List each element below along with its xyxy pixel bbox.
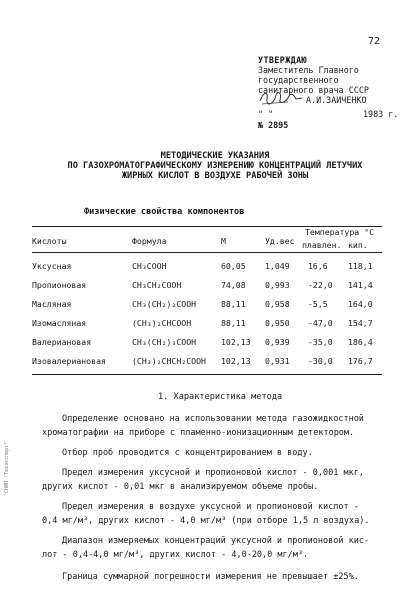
paragraph-line: хроматографии на приборе с пламенно-ионизационным детектором. — [42, 428, 355, 438]
paragraph-line: Предел измерения уксусной и пропионовой кислот - 0,001 мкг, — [62, 468, 364, 478]
cell-melting: -47,0 — [308, 318, 333, 328]
cell-acid: Изовалериановая — [32, 356, 106, 366]
col-header-melting: плавлен. — [302, 240, 342, 250]
cell-m: 88,11 — [221, 299, 246, 309]
approval-line: государственного — [258, 75, 339, 85]
col-header-density: Уд.вес — [265, 236, 295, 246]
paragraph-line: Диапазон измеряемых концентраций уксусной и пропионовой кис- — [62, 536, 370, 546]
col-header-boiling: кип. — [348, 240, 368, 250]
side-watermark: "СНИП "Техэксперт" — [4, 441, 10, 496]
cell-acid: Изомасляная — [32, 318, 87, 328]
cell-boiling: 154,7 — [348, 318, 373, 328]
table-rule-bottom — [32, 374, 382, 375]
paragraph-line: Граница суммарной погрешности измерения не превышает ±25%. — [62, 572, 359, 582]
document-title — [50, 151, 380, 181]
cell-melting: -22,0 — [308, 280, 333, 290]
cell-density: 0,931 — [265, 356, 290, 366]
cell-density: 0,958 — [265, 299, 290, 309]
approval-line: санитарного врача СССР — [258, 85, 369, 95]
cell-boiling: 141,4 — [348, 280, 373, 290]
cell-m: 74,08 — [221, 280, 246, 290]
cell-boiling: 118,1 — [348, 261, 373, 271]
cell-melting: -30,0 — [308, 356, 333, 366]
page-number: 72 — [368, 36, 381, 47]
cell-m: 88,11 — [221, 318, 246, 328]
paragraph-line: 0,4 мг/м³, других кислот - 4,0 мг/м³ (при отборе 1,5 л воздуха). — [42, 516, 370, 526]
cell-formula: CH₃(CH₂)₂COOH — [132, 299, 197, 309]
cell-formula: (CH₃)₂CHCOOH — [132, 318, 192, 328]
cell-melting: -5,5 — [308, 299, 328, 309]
col-header-temperature: Температура °С — [305, 227, 375, 237]
paragraph-line: Отбор проб проводится с концентрированием в воду. — [62, 448, 313, 458]
approver-name: А.И.ЗАИЧЕНКО — [306, 95, 367, 105]
approval-date — [258, 109, 408, 119]
col-header-m: М — [221, 236, 226, 246]
col-header-formula: Формула — [132, 236, 167, 246]
cell-boiling: 176,7 — [348, 356, 373, 366]
approval-block — [258, 55, 408, 130]
properties-heading: Физические свойства компонентов — [84, 207, 245, 217]
cell-m: 60,05 — [221, 261, 246, 271]
cell-m: 102,13 — [221, 356, 251, 366]
title-line-2: ЖИРНЫХ КИСЛОТ В ВОЗДУХЕ РАБОЧЕЙ ЗОНЫ — [121, 171, 309, 181]
table-rule-header — [32, 252, 382, 253]
cell-formula: CH₃(CH₂)₃COOH — [132, 337, 197, 347]
cell-formula: CH₃COOH — [132, 261, 167, 271]
date-prefix: " " — [258, 109, 274, 119]
cell-density: 0,939 — [265, 337, 290, 347]
approval-title: УТВЕРЖДАЮ — [258, 55, 307, 65]
cell-acid: Масляная — [32, 299, 72, 309]
title-line-1: ПО ГАЗОХРОМАТОГРАФИЧЕСКОМУ ИЗМЕРЕНИЮ КОНЦЕНТРАЦИЙ ЛЕТУЧИХ — [67, 161, 363, 171]
col-header-acid: Кислоты — [32, 236, 67, 246]
cell-formula: CH₃CH₂COOH — [132, 280, 182, 290]
paragraph-line: Предел измерения в воздухе уксусной и пропионовой кислот - — [62, 502, 359, 512]
signature-line — [258, 95, 408, 105]
cell-density: 0,950 — [265, 318, 290, 328]
cell-boiling: 186,4 — [348, 337, 373, 347]
approval-line: Заместитель Главного — [258, 65, 359, 75]
cell-m: 102,13 — [221, 337, 251, 347]
paragraph-line: других кислот - 0,01 мкг в анализируемом объеме пробы. — [42, 482, 319, 492]
cell-density: 0,993 — [265, 280, 290, 290]
date-year: 1983 г. — [363, 109, 399, 119]
section-heading: 1. Характеристика метода — [158, 392, 283, 402]
cell-density: 1,049 — [265, 261, 290, 271]
cell-boiling: 164,0 — [348, 299, 373, 309]
cell-acid: Валериановая — [32, 337, 92, 347]
paragraph-line: лот - 0,4-4,0 мг/м³, других кислот - 4,0-20,0 мг/м³. — [42, 550, 309, 560]
cell-acid: Пропионовая — [32, 280, 87, 290]
registration-number: № 2895 — [258, 120, 289, 130]
cell-formula: (CH₃)₂CHCH₂COOH — [132, 356, 206, 366]
cell-acid: Уксусная — [32, 261, 72, 271]
cell-melting: -35,0 — [308, 337, 333, 347]
cell-melting: 16,6 — [308, 261, 328, 271]
handwritten-signature — [258, 89, 304, 107]
paragraph-line: Определение основано на использовании метода газожидкостной — [62, 414, 364, 424]
title-heading: МЕТОДИЧЕСКИЕ УКАЗАНИЯ — [160, 151, 270, 161]
